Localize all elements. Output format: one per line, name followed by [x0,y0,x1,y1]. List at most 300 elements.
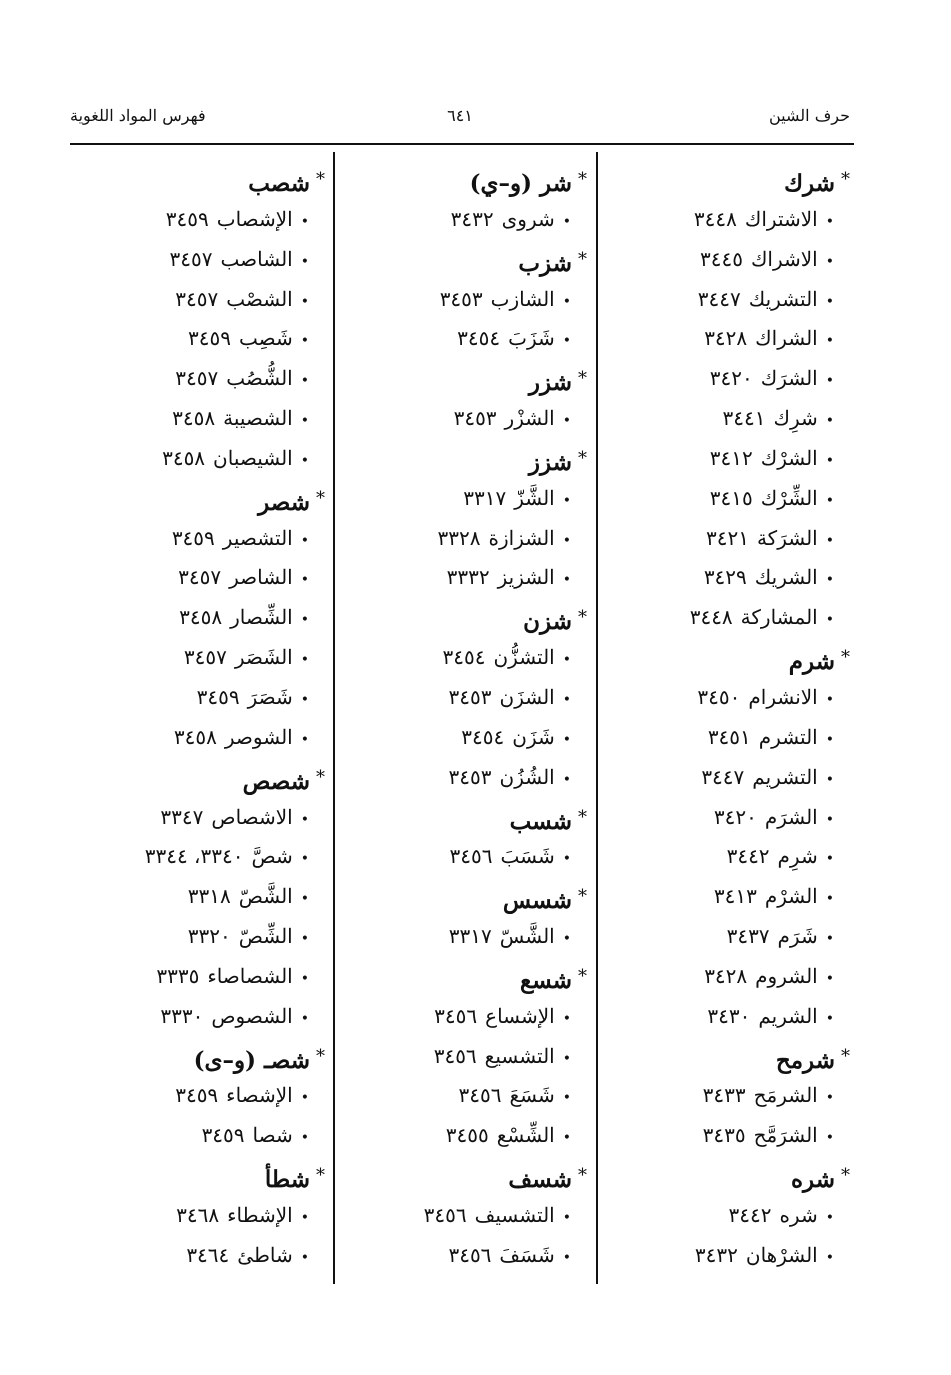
bullet-icon: • [562,652,571,669]
bullet-icon: • [300,572,309,589]
entry-reference-number: ٣٤٥٩ [201,1123,245,1148]
index-entry [345,519,587,559]
root-heading [345,798,587,838]
root-label: شصص [242,767,310,795]
asterisk-marker: * [841,169,850,190]
entry-word: التشسيف [474,1202,555,1227]
bullet-icon: • [825,931,834,948]
root-heading [100,160,325,200]
entry-reference-number: ٣٤٥٧ [183,645,227,670]
bullet-icon: • [562,851,571,868]
bullet-icon: • [300,452,309,469]
bullet-icon: • [300,891,309,908]
entry-reference-number: ٣٤٣٧ [726,924,770,949]
index-entry [100,917,325,957]
entry-word: شروى [501,206,555,231]
page-number: ٦٤١ [447,106,473,125]
root-label: شصـ (و–ى) [193,1046,310,1074]
index-entry [100,638,325,678]
index-entry [610,798,850,838]
entry-reference-number: ٣٤٤٨ [689,605,733,630]
index-entry [345,479,587,519]
entry-word: الشرمَح [753,1083,818,1108]
entry-word: الشريم [758,1003,818,1028]
entry-word: الإشطاء [227,1202,293,1227]
asterisk-marker: * [316,766,325,788]
entry-word: الشزازة [488,525,555,550]
asterisk-marker: * [841,647,850,669]
entry-reference-number: ٣٤٥٤ [442,645,486,670]
bullet-icon: • [825,1090,834,1107]
bullet-icon: • [825,492,834,509]
entry-word: الشاصب [220,246,293,271]
index-entry [100,1076,325,1116]
entry-reference-number: ٣٤٥٦ [458,1083,502,1108]
index-entry [610,917,850,957]
index-entry [100,997,325,1037]
entry-word: الشزْر [504,406,555,431]
index-entry [345,1236,587,1276]
index-entry [345,1116,587,1156]
index-entry [100,877,325,917]
index-entry [610,718,850,758]
bullet-icon: • [300,1090,309,1107]
entry-word: الشَّصّ [238,884,293,909]
entry-word: شَسَبَ [500,844,555,869]
entry-word: الشريك [754,565,818,590]
index-entry [345,837,587,877]
entry-reference-number: ٣٤٥٧ [178,565,222,590]
asterisk-marker: * [578,886,587,908]
bullet-icon: • [300,253,309,270]
bullet-icon: • [562,1010,571,1027]
root-heading [100,758,325,798]
index-entry [345,718,587,758]
asterisk-marker: * [578,806,587,828]
index-entry [100,1236,325,1276]
asterisk-marker: * [578,169,587,190]
entry-word: التشريك [748,286,818,311]
entry-reference-number: ٣٤٥٩ [171,525,215,550]
entry-reference-number: ٣٤٥٦ [433,1043,477,1068]
entry-word: شره [779,1202,818,1227]
index-entry [610,1076,850,1116]
entry-reference-number: ٣٤٥٧ [169,246,213,271]
asterisk-marker: * [316,1165,325,1187]
entry-reference-number: ٣٤٥٦ [448,1242,492,1267]
bullet-icon: • [562,492,571,509]
index-entry [100,280,325,320]
entry-word: الاشراك [750,246,818,271]
entry-reference-number: ٣٤٢٨ [704,326,748,351]
entry-reference-number: ٣٤٥٣ [448,764,492,789]
index-entry [610,598,850,638]
index-entry [610,240,850,280]
index-entry [100,957,325,997]
root-label: شزر [528,369,572,397]
bullet-icon: • [300,731,309,748]
entry-reference-number: ٣٤٥٦ [423,1202,467,1227]
root-label: شزز [528,448,572,476]
index-entry [100,598,325,638]
index-entry [100,798,325,838]
index-title: فهرس المواد اللغوية [70,106,206,125]
root-label: شرمح [775,1046,835,1074]
entry-word: الشصْب [226,286,293,311]
index-entry [610,837,850,877]
header-rule [70,143,854,145]
entry-reference-number: ٣٤٤١ [722,406,766,431]
index-entry [610,439,850,479]
index-entry [345,200,587,240]
entry-word: الشرْهان [745,1242,818,1267]
entry-reference-number: ٣٤٥١ [707,724,751,749]
root-label: شر (و–ي) [469,170,572,197]
bullet-icon: • [300,931,309,948]
entry-reference-number: ٣٤٤٢ [726,844,770,869]
running-head [70,100,850,140]
index-entry [100,558,325,598]
index-entry [100,399,325,439]
bullet-icon: • [825,1249,834,1266]
entry-word: التشزُّن [493,645,555,670]
section-title: حرف الشين [769,106,850,125]
index-entry [610,200,850,240]
entry-reference-number: ٣٣٣٠ [160,1003,204,1028]
index-entry [610,519,850,559]
entry-word: الشِّسْع [496,1123,555,1148]
asterisk-marker: * [578,368,587,390]
bullet-icon: • [562,731,571,748]
bullet-icon: • [825,213,834,230]
entry-reference-number: ٣٤٥٨ [179,605,223,630]
entry-reference-number: ٣٤٥٠ [697,684,741,709]
root-heading [345,160,587,200]
root-label: شسع [519,966,572,994]
root-label: شزن [523,608,572,636]
asterisk-marker: * [316,1045,325,1067]
index-entry [610,997,850,1037]
index-entry [100,1196,325,1236]
entry-reference-number: ٣٣٢٨ [437,525,481,550]
entry-reference-number: ٣٤٢٨ [704,963,748,988]
entry-word: شاطئ [237,1242,293,1267]
entry-reference-number: ٣٤٤٧ [697,286,741,311]
index-entry [345,280,587,320]
index-entry [610,957,850,997]
index-entry [610,1116,850,1156]
asterisk-marker: * [578,607,587,629]
entry-reference-number: ٣٤٢١ [705,525,749,550]
entry-reference-number: ٣٤٥٨ [162,445,206,470]
entry-word: شَصَرَ [247,684,293,709]
entry-reference-number: ٣٤٥٩ [188,326,231,351]
entry-reference-number: ٣٤٥٧ [175,366,219,391]
entry-reference-number: ٣٤٥٣ [439,286,483,311]
root-heading [610,160,850,200]
bullet-icon: • [562,572,571,589]
index-column-middle [345,160,587,1290]
bullet-icon: • [825,572,834,589]
entry-reference-number: ٣٤٥٥ [445,1123,489,1148]
bullet-icon: • [562,413,571,430]
entry-word: الشُزُن [499,764,555,789]
root-heading [345,598,587,638]
asterisk-marker: * [578,447,587,469]
bullet-icon: • [300,293,309,310]
root-heading [610,1037,850,1077]
entry-word: الشزَن [499,684,555,709]
index-entry [100,718,325,758]
bullet-icon: • [562,1249,571,1266]
asterisk-marker: * [841,1165,850,1187]
root-heading [100,1156,325,1196]
entry-word: التشرم [758,724,818,749]
entry-word: الاشتراك [744,206,818,231]
index-entry [100,519,325,559]
asterisk-marker: * [316,169,325,190]
entry-reference-number: ٣٤٦٨ [176,1202,220,1227]
bullet-icon: • [300,691,309,708]
bullet-icon: • [300,1209,309,1226]
index-entry [610,758,850,798]
entry-reference-number: ٣٤٦٤ [186,1242,230,1267]
index-entry [345,758,587,798]
bullet-icon: • [825,851,834,868]
bullet-icon: • [562,771,571,788]
entry-word: التشسيع [484,1043,555,1068]
root-heading [345,439,587,479]
root-heading [100,479,325,519]
root-label: شره [790,1166,835,1194]
entry-word: شَزَبَ [508,326,555,351]
entry-reference-number: ٣٤٢٠ [713,804,757,829]
index-entry [345,319,587,359]
index-entry [345,917,587,957]
entry-word: شَسَفَ [499,1242,555,1267]
entry-word: الشِّصّ [238,924,293,949]
index-entry [100,678,325,718]
entry-word: شرِم [777,844,818,869]
entry-word: الشِّصار [230,605,293,630]
entry-reference-number: ٣٤١٢ [709,445,753,470]
entry-reference-number: ٣٣٤٠، ٣٣٤٤ [144,844,244,869]
index-entry [610,678,850,718]
entry-reference-number: ٣٤٥٦ [434,1003,478,1028]
bullet-icon: • [300,970,309,987]
bullet-icon: • [825,891,834,908]
entry-reference-number: ٣٤٣٢ [450,206,494,231]
bullet-icon: • [825,1209,834,1226]
index-entry [345,558,587,598]
bullet-icon: • [825,373,834,390]
entry-reference-number: ٣٤٣٠ [707,1003,751,1028]
index-entry [610,319,850,359]
bullet-icon: • [825,293,834,310]
entry-word: شَصِب [238,326,293,351]
index-entry [345,1076,587,1116]
root-label: شسس [502,887,572,915]
root-heading [345,359,587,399]
bullet-icon: • [562,532,571,549]
entry-reference-number: ٣٤٥٨ [172,406,216,431]
entry-reference-number: ٣٣٣٢ [446,565,490,590]
root-label: شصر [258,488,310,516]
entry-reference-number: ٣٤١٥ [709,485,753,510]
entry-word: الشَّزّ [514,485,555,510]
asterisk-marker: * [578,965,587,987]
entry-reference-number: ٣٤٥٣ [453,406,497,431]
index-entry [610,558,850,598]
entry-word: الشصوص [211,1003,293,1028]
entry-word: الشرْم [764,884,818,909]
entry-reference-number: ٣٤٤٥ [699,246,743,271]
index-entry [345,638,587,678]
bullet-icon: • [562,213,571,230]
entry-word: الشوصر [224,724,293,749]
entry-word: الشرَكة [756,525,818,550]
index-entry [100,439,325,479]
index-entry [100,240,325,280]
bullet-icon: • [825,771,834,788]
entry-word: الشَّسّ [499,924,555,949]
entry-word: شصَّ [251,844,293,869]
bullet-icon: • [825,970,834,987]
bullet-icon: • [825,612,834,629]
entry-word: شَرَم [777,924,818,949]
index-entry [100,319,325,359]
asterisk-marker: * [578,248,587,270]
root-heading [345,957,587,997]
bullet-icon: • [825,691,834,708]
index-entry [610,479,850,519]
entry-reference-number: ٣٤٣٥ [702,1123,746,1148]
entry-word: الشاصر [229,565,293,590]
entry-word: الشيصبان [213,445,293,470]
entry-reference-number: ٣٤٥٨ [173,724,217,749]
entry-reference-number: ٣٣١٧ [448,924,492,949]
root-heading [345,1156,587,1196]
root-label: شصب [248,170,310,197]
bullet-icon: • [300,1130,309,1147]
entry-reference-number: ٣٤١٣ [713,884,757,909]
entry-reference-number: ٣٤٢٠ [709,366,753,391]
entry-word: التشصير [222,525,293,550]
bullet-icon: • [300,811,309,828]
entry-word: شصا [252,1123,293,1148]
entry-reference-number: ٣٣١٨ [187,884,231,909]
entry-word: الاشصاص [211,804,293,829]
index-entry [345,678,587,718]
entry-reference-number: ٣٣٣٥ [156,963,200,988]
index-entry [345,1196,587,1236]
entry-reference-number: ٣٣٤٧ [160,804,204,829]
bullet-icon: • [562,293,571,310]
index-column-right [610,160,850,1290]
entry-word: الشزيز [497,565,555,590]
entry-word: الشُّصُب [226,366,293,391]
column-separator [596,152,598,1284]
root-label: شسب [509,807,572,835]
index-entry [345,997,587,1037]
bullet-icon: • [300,652,309,669]
bullet-icon: • [825,731,834,748]
entry-word: الشرْك [760,445,818,470]
bullet-icon: • [562,1090,571,1107]
entry-reference-number: ٣٤٥٣ [448,684,492,709]
bullet-icon: • [562,1209,571,1226]
entry-reference-number: ٣٤٥٩ [175,1083,219,1108]
entry-word: الشِّرْك [760,485,818,510]
bullet-icon: • [300,1010,309,1027]
entry-word: التشريم [752,764,818,789]
entry-reference-number: ٣٤٥٦ [449,844,493,869]
entry-reference-number: ٣٤٥٤ [457,326,501,351]
index-entry [345,1037,587,1077]
bullet-icon: • [300,333,309,350]
entry-reference-number: ٣٤٣٢ [694,1242,738,1267]
bullet-icon: • [300,532,309,549]
root-heading [610,1156,850,1196]
entry-reference-number: ٣٤٢٩ [703,565,747,590]
root-label: شسف [508,1166,572,1194]
entry-word: الشرَم [764,804,818,829]
index-entry [345,399,587,439]
bullet-icon: • [825,413,834,430]
index-entry [610,359,850,399]
entry-reference-number: ٣٣١٧ [463,485,507,510]
column-separator [333,152,335,1284]
bullet-icon: • [825,452,834,469]
index-entry [100,359,325,399]
bullet-icon: • [300,1249,309,1266]
entry-word: الشازب [490,286,555,311]
entry-word: شَسَعَ [509,1083,555,1108]
bullet-icon: • [300,612,309,629]
index-entry [100,837,325,877]
entry-word: الإشصاب [216,206,293,231]
entry-reference-number: ٣٤٤٧ [701,764,745,789]
index-entry [610,280,850,320]
bullet-icon: • [825,333,834,350]
index-column-left [100,160,325,1290]
root-label: شطأ [264,1166,310,1194]
entry-word: شرِك [773,406,818,431]
root-label: شرك [784,170,835,197]
entry-reference-number: ٣٤٥٧ [175,286,219,311]
index-entry [610,1236,850,1276]
entry-word: الإشصاء [226,1083,293,1108]
entry-word: الشصاصاء [207,963,293,988]
root-label: شرم [788,648,835,676]
entry-reference-number: ٣٤٥٩ [165,206,209,231]
bullet-icon: • [825,811,834,828]
entry-word: شَزَن [512,724,555,749]
index-entry [100,200,325,240]
entry-reference-number: ٣٤٣٣ [702,1083,746,1108]
entry-reference-number: ٣٤٥٤ [461,724,505,749]
root-heading [100,1037,325,1077]
bullet-icon: • [300,413,309,430]
bullet-icon: • [300,851,309,868]
bullet-icon: • [300,373,309,390]
asterisk-marker: * [841,1045,850,1067]
index-entry [610,1196,850,1236]
index-entry [610,399,850,439]
entry-word: الشَصَر [234,645,293,670]
root-heading [610,638,850,678]
root-heading [345,240,587,280]
